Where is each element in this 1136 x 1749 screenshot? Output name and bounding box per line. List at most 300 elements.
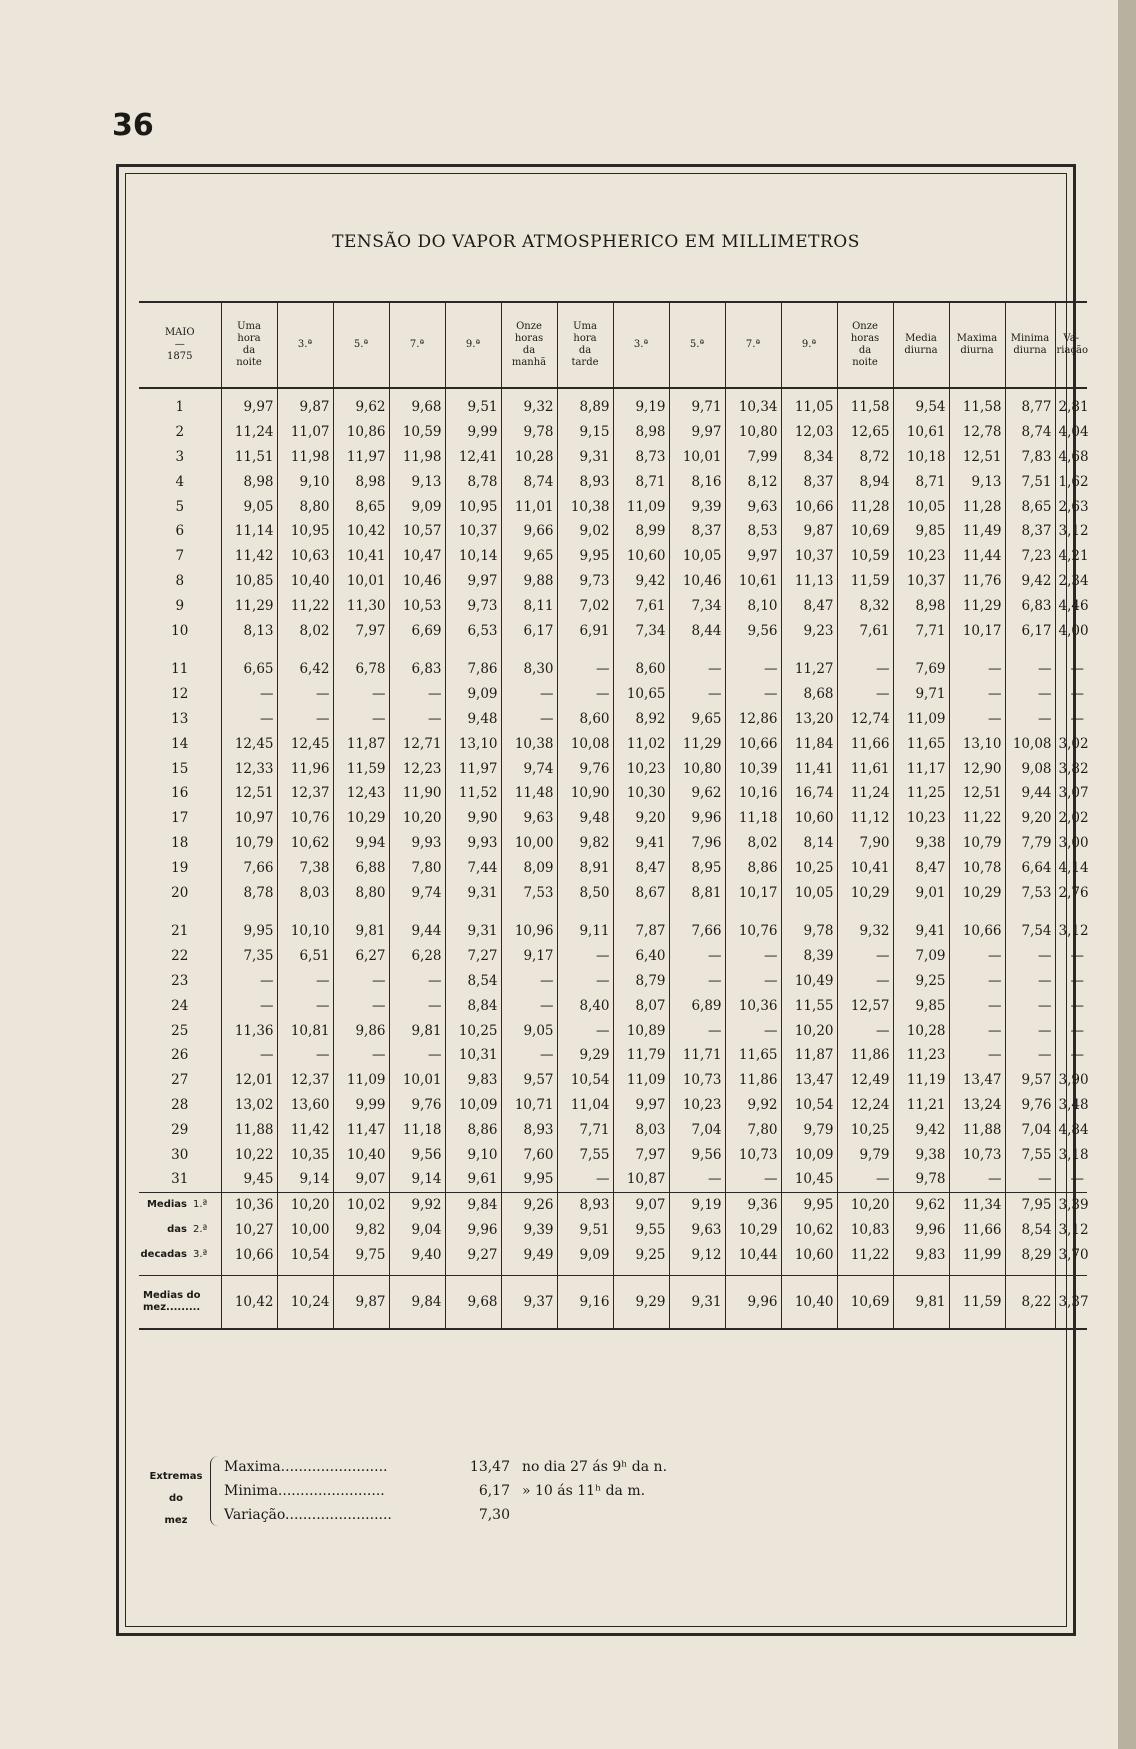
table-row [139, 618, 1087, 643]
table-cell [277, 905, 333, 919]
table-cell: 2,81 [1055, 388, 1087, 420]
table-cell: — [1005, 1018, 1055, 1043]
table-cell: 11,97 [445, 756, 501, 781]
table-cell: 7,69 [893, 657, 949, 682]
table-cell: 12,43 [333, 781, 389, 806]
table-cell: 30 [171, 1146, 189, 1163]
table-cell: 9,74 [501, 756, 557, 781]
table-cell: 9,83 [893, 1242, 949, 1275]
decade-label: Medias [146, 1199, 187, 1211]
table-cell: 6,78 [333, 657, 389, 682]
table-cell: 11,90 [389, 781, 445, 806]
table-cell: — [277, 707, 333, 732]
table-cell: 9,57 [501, 1068, 557, 1093]
table-cell: 7,60 [501, 1142, 557, 1167]
table-cell: 11,25 [893, 781, 949, 806]
table-cell: 9,71 [669, 388, 725, 420]
table-row [139, 420, 1087, 445]
table-row [139, 657, 1087, 682]
table-row [139, 544, 1087, 569]
table-cell: — [557, 1018, 613, 1043]
table-cell: 19 [171, 859, 189, 876]
table-cell: 10,59 [389, 420, 445, 445]
table-cell: 8,80 [277, 494, 333, 519]
table-cell: 12,49 [837, 1068, 893, 1093]
table-cell: 10,69 [837, 519, 893, 544]
column-header: Minima diurna [1005, 302, 1055, 388]
table-cell: 9,54 [893, 388, 949, 420]
table-cell: 8,92 [613, 707, 669, 732]
table-cell: 9,81 [893, 1276, 949, 1330]
table-cell: 8,60 [557, 707, 613, 732]
decade-mean-row [139, 1242, 1087, 1275]
table-cell: — [949, 944, 1005, 969]
table-cell: — [949, 969, 1005, 994]
table-cell: 10,63 [277, 544, 333, 569]
table-cell: 3,37 [1055, 1276, 1087, 1330]
table-cell: 9,31 [445, 880, 501, 905]
table-cell: 11,05 [781, 388, 837, 420]
table-cell: 9,10 [277, 469, 333, 494]
table-cell: 9,78 [501, 420, 557, 445]
table-cell: 25 [171, 1022, 189, 1039]
table-cell: 9,94 [333, 831, 389, 856]
table-cell: 9,08 [1005, 756, 1055, 781]
extreme-min-row: Minima........................ 6,17 » 10 ás 11ʰ da m. [224, 1483, 646, 1499]
decade-label: decadas [140, 1248, 187, 1260]
table-cell: — [501, 969, 557, 994]
table-cell: 11,13 [781, 569, 837, 594]
table-cell: 9,95 [221, 919, 277, 944]
table-cell: 9,99 [445, 420, 501, 445]
column-header: Uma hora da tarde [557, 302, 613, 388]
extreme-max-row: Maxima........................ 13,47 no dia 27 ás 9ʰ da n. [224, 1459, 668, 1475]
table-row [139, 1018, 1087, 1043]
table-cell: 4,21 [1055, 544, 1087, 569]
table-cell: 10,80 [669, 756, 725, 781]
table-cell: 9,78 [781, 919, 837, 944]
table-cell: — [1055, 969, 1087, 994]
table-cell: 10,80 [725, 420, 781, 445]
brace [210, 1456, 221, 1526]
table-cell: 8,53 [725, 519, 781, 544]
table-cell: 2,34 [1055, 569, 1087, 594]
table-row [139, 1093, 1087, 1118]
table-cell: 10,61 [725, 569, 781, 594]
table-cell: 9,31 [557, 445, 613, 470]
table-cell: 16,74 [781, 781, 837, 806]
table-cell: 28 [171, 1096, 189, 1113]
column-header: 3.ª [613, 302, 669, 388]
table-cell: 7,97 [333, 618, 389, 643]
table-cell: 8,39 [781, 944, 837, 969]
table-cell: 3,18 [1055, 1142, 1087, 1167]
table-cell [781, 643, 837, 657]
table-cell: 13,24 [949, 1093, 1005, 1118]
table-cell: 7,87 [613, 919, 669, 944]
table-body [139, 388, 1087, 1329]
table-cell: 8,94 [837, 469, 893, 494]
table-cell: — [949, 993, 1005, 1018]
table-cell: 31 [171, 1171, 189, 1188]
table-cell: 10,29 [949, 880, 1005, 905]
table-cell: 10,54 [781, 1093, 837, 1118]
table-cell: 11,09 [333, 1068, 389, 1093]
table-cell: 12,23 [389, 756, 445, 781]
table-cell: — [557, 944, 613, 969]
table-row [139, 969, 1087, 994]
table-cell: 12 [171, 686, 189, 703]
table-cell: 9,07 [333, 1167, 389, 1192]
table-cell: 9,44 [1005, 781, 1055, 806]
table-cell: — [557, 657, 613, 682]
table-cell: 7,66 [669, 919, 725, 944]
table-cell: 8,12 [725, 469, 781, 494]
table-cell: 11,61 [837, 756, 893, 781]
table-cell: 10,05 [781, 880, 837, 905]
table-cell: 18 [171, 834, 189, 851]
table-cell: 9,87 [781, 519, 837, 544]
table-cell: 8,13 [221, 618, 277, 643]
table-cell: 10,20 [781, 1018, 837, 1043]
table-cell: 9,63 [501, 806, 557, 831]
table-cell: 8,14 [781, 831, 837, 856]
header-row [139, 302, 1087, 388]
month-mean-label: mez......... [143, 1302, 201, 1314]
table-cell: — [1005, 657, 1055, 682]
table-cell: 3,00 [1055, 831, 1087, 856]
table-cell: — [389, 707, 445, 732]
table-cell: 9,01 [893, 880, 949, 905]
table-cell: 9,73 [445, 593, 501, 618]
table-cell: 9,84 [445, 1192, 501, 1217]
table-cell: 10,00 [501, 831, 557, 856]
table-cell: 9,17 [501, 944, 557, 969]
table-cell: 8,93 [557, 1192, 613, 1217]
table-cell: 10,00 [277, 1218, 333, 1243]
table-cell: 10,17 [725, 880, 781, 905]
table-cell: 3,90 [1055, 1068, 1087, 1093]
table-cell: 4,84 [1055, 1117, 1087, 1142]
table-cell: 6,53 [445, 618, 501, 643]
table-cell: 13,47 [949, 1068, 1005, 1093]
table-cell: 24 [171, 997, 189, 1014]
table-cell: 6 [175, 523, 185, 540]
table-cell: 10,40 [277, 569, 333, 594]
column-header: 9.ª [781, 302, 837, 388]
column-header: 7.ª [389, 302, 445, 388]
table-row [139, 831, 1087, 856]
table-cell [139, 1276, 221, 1330]
table-cell [725, 643, 781, 657]
table-cell: 9,23 [781, 618, 837, 643]
table-cell: 9,95 [501, 1167, 557, 1192]
table-cell: 6,51 [277, 944, 333, 969]
table-cell: — [1055, 993, 1087, 1018]
table-cell [139, 1192, 221, 1217]
table-cell: 11,49 [949, 519, 1005, 544]
table-cell: 8,22 [1005, 1276, 1055, 1330]
table-cell: 26 [171, 1047, 189, 1064]
table-cell: — [669, 969, 725, 994]
table-cell: — [1055, 657, 1087, 682]
table-cell [557, 643, 613, 657]
table-cell [221, 905, 277, 919]
table-cell: — [725, 657, 781, 682]
table-cell: — [1005, 1167, 1055, 1192]
table-cell: 9,82 [333, 1218, 389, 1243]
table-cell: 11,76 [949, 569, 1005, 594]
decade-label: das [167, 1223, 187, 1235]
table-cell [837, 905, 893, 919]
table-cell: 11,01 [501, 494, 557, 519]
table-cell: 11,23 [893, 1043, 949, 1068]
table-row [139, 731, 1087, 756]
table-cell: — [837, 969, 893, 994]
table-cell: 11,28 [837, 494, 893, 519]
table-cell: — [1055, 1167, 1087, 1192]
table-cell: 8,77 [1005, 388, 1055, 420]
table-cell: 9,74 [389, 880, 445, 905]
table-cell: 10,83 [837, 1218, 893, 1243]
table-cell: — [669, 1018, 725, 1043]
table-cell: 12,86 [725, 707, 781, 732]
table-cell: 10,89 [613, 1018, 669, 1043]
table-cell: 12,74 [837, 707, 893, 732]
table-cell: 8,07 [613, 993, 669, 1018]
table-cell: — [1055, 682, 1087, 707]
table-cell: 7,90 [837, 831, 893, 856]
table-cell: 9,76 [557, 756, 613, 781]
table-cell: 11,24 [837, 781, 893, 806]
table-cell: 10,73 [725, 1142, 781, 1167]
table-cell: 9,10 [445, 1142, 501, 1167]
table-cell [725, 905, 781, 919]
table-cell: 9,04 [389, 1218, 445, 1243]
table-cell: — [1055, 1043, 1087, 1068]
table-cell: 12,71 [389, 731, 445, 756]
table-cell: 9,09 [445, 682, 501, 707]
table-cell: 11,18 [725, 806, 781, 831]
table-cell: 11,12 [837, 806, 893, 831]
table-cell: 8,54 [445, 969, 501, 994]
table-cell: — [837, 657, 893, 682]
table-cell: 8,98 [893, 593, 949, 618]
table-cell: 9,29 [557, 1043, 613, 1068]
table-cell: 10,23 [893, 544, 949, 569]
table-cell: 9,87 [333, 1276, 389, 1330]
table-cell: 10,57 [389, 519, 445, 544]
table-cell: 10,59 [837, 544, 893, 569]
table-cell: 10,65 [613, 682, 669, 707]
table-cell: 9,95 [781, 1192, 837, 1217]
table-cell: 9,49 [501, 1242, 557, 1275]
table-cell: 9,39 [669, 494, 725, 519]
table-cell [445, 643, 501, 657]
table-cell: 7,96 [669, 831, 725, 856]
table-cell: 9,96 [725, 1276, 781, 1330]
page-edge [1118, 0, 1136, 1749]
table-row [139, 593, 1087, 618]
table-cell: 6,40 [613, 944, 669, 969]
column-header: Media diurna [893, 302, 949, 388]
table-cell: 10,09 [445, 1093, 501, 1118]
table-cell: 8,47 [781, 593, 837, 618]
table-cell: 9,62 [893, 1192, 949, 1217]
table-cell: 8,89 [557, 388, 613, 420]
table-cell: 9,09 [557, 1242, 613, 1275]
table-cell: 9,88 [501, 569, 557, 594]
table-cell: 12,37 [277, 781, 333, 806]
table-row [139, 806, 1087, 831]
table-cell: 8,29 [1005, 1242, 1055, 1275]
table-cell: 10,29 [333, 806, 389, 831]
table-cell: 8,98 [333, 469, 389, 494]
table-cell: — [501, 993, 557, 1018]
table-cell: 7,80 [389, 855, 445, 880]
table-cell: 9 [175, 597, 185, 614]
column-header: 3.ª [277, 302, 333, 388]
table-cell: 8,30 [501, 657, 557, 682]
table-cell: 10,87 [613, 1167, 669, 1192]
table-cell [669, 905, 725, 919]
table-cell: 11,44 [949, 544, 1005, 569]
table-cell: 11,59 [333, 756, 389, 781]
table-cell: 9,83 [445, 1068, 501, 1093]
table-cell: 6,28 [389, 944, 445, 969]
table-cell: 7,09 [893, 944, 949, 969]
table-cell: 7,54 [1005, 919, 1055, 944]
table-cell [669, 643, 725, 657]
table-cell: 11,42 [221, 544, 277, 569]
table-cell: 11,98 [277, 445, 333, 470]
table-cell: 20 [171, 884, 189, 901]
table-cell: — [1005, 707, 1055, 732]
table-cell: 9,13 [389, 469, 445, 494]
table-cell [613, 905, 669, 919]
table-cell: 1 [175, 399, 185, 416]
table-cell: — [221, 1043, 277, 1068]
extremes-label: Extremas do mez [149, 1471, 203, 1526]
table-cell: 9,42 [613, 569, 669, 594]
table-cell: 10,97 [221, 806, 277, 831]
table-cell [949, 905, 1005, 919]
table-cell: 9,42 [1005, 569, 1055, 594]
table-cell: 6,27 [333, 944, 389, 969]
decade-number: 3.ª [193, 1248, 208, 1260]
table-cell: — [333, 707, 389, 732]
table-cell [1005, 905, 1055, 919]
table-cell [277, 643, 333, 657]
table-cell: 11,98 [389, 445, 445, 470]
table-cell [139, 905, 221, 919]
table-cell: 9,97 [725, 544, 781, 569]
table-cell: 10,96 [501, 919, 557, 944]
table-cell: 11 [171, 661, 189, 678]
table-cell: 1,62 [1055, 469, 1087, 494]
table-cell: 9,68 [389, 388, 445, 420]
table-cell: 8,10 [725, 593, 781, 618]
table-cell: 10,54 [557, 1068, 613, 1093]
table-cell: 7,99 [725, 445, 781, 470]
table-cell: 10,66 [221, 1242, 277, 1275]
table-cell: 10,53 [389, 593, 445, 618]
column-header: Maxima diurna [949, 302, 1005, 388]
table-cell [557, 905, 613, 919]
table-row [139, 469, 1087, 494]
table-cell: 9,27 [445, 1242, 501, 1275]
column-header: Onze horas da manhã [501, 302, 557, 388]
table-cell: 6,64 [1005, 855, 1055, 880]
table-row [139, 1043, 1087, 1068]
table-cell: 10 [171, 622, 189, 639]
table-cell: 9,05 [501, 1018, 557, 1043]
table-cell: 11,14 [221, 519, 277, 544]
table-row [139, 388, 1087, 420]
table-cell: 11,87 [781, 1043, 837, 1068]
table-cell: 7,53 [501, 880, 557, 905]
table-cell: 8,80 [333, 880, 389, 905]
table-cell: 11,42 [277, 1117, 333, 1142]
table-cell: 9,92 [389, 1192, 445, 1217]
table-cell: 7,86 [445, 657, 501, 682]
table-cell: 8,47 [893, 855, 949, 880]
column-header: Uma hora da noite [221, 302, 277, 388]
table-cell: 9,19 [669, 1192, 725, 1217]
table-cell: 11,65 [893, 731, 949, 756]
table-cell: 11,97 [333, 445, 389, 470]
table-row [139, 855, 1087, 880]
table-cell: 10,81 [277, 1018, 333, 1043]
table-cell: 8,68 [781, 682, 837, 707]
table-cell: — [557, 682, 613, 707]
table-cell: 8 [175, 572, 185, 589]
table-cell: 9,96 [893, 1218, 949, 1243]
table-cell: 8,86 [725, 855, 781, 880]
table-cell: 6,88 [333, 855, 389, 880]
table-cell: 9,81 [389, 1018, 445, 1043]
table-cell: 9,31 [669, 1276, 725, 1330]
vapor-tension-table [139, 301, 1087, 1330]
table-cell: 9,81 [333, 919, 389, 944]
table-cell: 13,60 [277, 1093, 333, 1118]
table-cell: 9,44 [389, 919, 445, 944]
table-cell: 10,17 [949, 618, 1005, 643]
table-cell: 9,86 [333, 1018, 389, 1043]
table-cell: 10,44 [725, 1242, 781, 1275]
table-cell: 9,13 [949, 469, 1005, 494]
table-cell [333, 643, 389, 657]
column-header: Onze horas da noite [837, 302, 893, 388]
table-cell: — [389, 993, 445, 1018]
table-cell: 4 [175, 473, 185, 490]
table-cell: — [333, 682, 389, 707]
table-cell: — [949, 1043, 1005, 1068]
table-cell: 9,97 [221, 388, 277, 420]
table-row [139, 494, 1087, 519]
decade-mean-row [139, 1218, 1087, 1243]
table-cell: 10,05 [893, 494, 949, 519]
table-cell: — [221, 993, 277, 1018]
table-cell: 10,25 [837, 1117, 893, 1142]
table-cell: 10,01 [389, 1068, 445, 1093]
table-cell: 11,07 [277, 420, 333, 445]
column-header: 5.ª [669, 302, 725, 388]
table-cell: — [501, 682, 557, 707]
table-cell [501, 643, 557, 657]
spacer-row [139, 643, 1087, 657]
table-cell: 11,24 [221, 420, 277, 445]
